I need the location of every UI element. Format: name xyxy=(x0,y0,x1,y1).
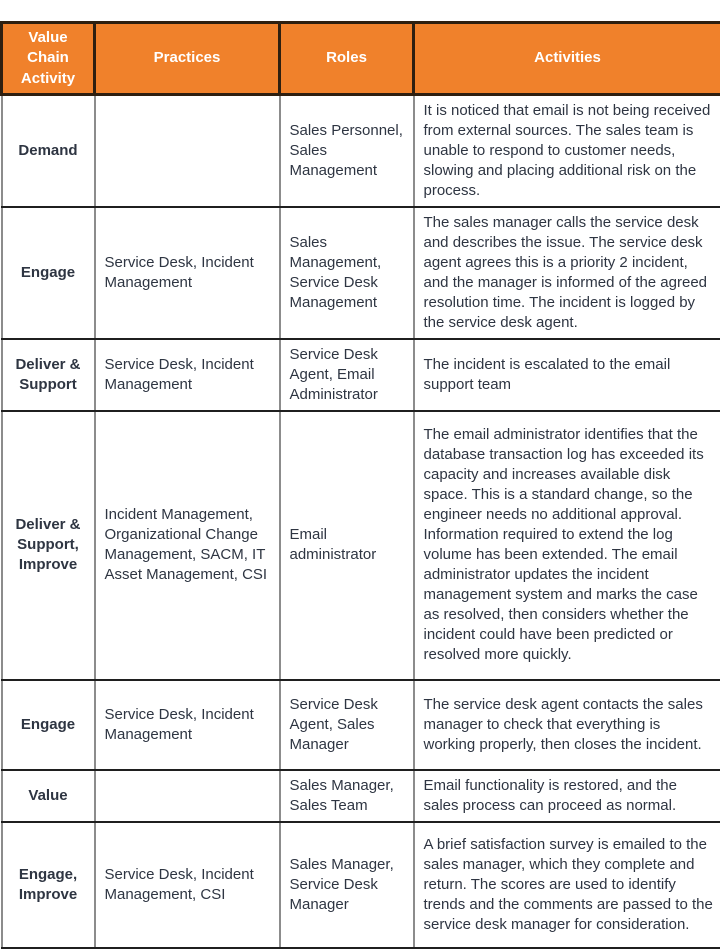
table-row xyxy=(2,339,720,411)
cell-activity: Demand xyxy=(2,94,95,207)
table-row xyxy=(2,207,720,339)
cell-activities: The sales manager calls the service desk and describes the issue. The service desk agent agrees this is a priority 2 incident, and the manager is informed of the agreed resolution time. The incident is logged by the service desk agent. xyxy=(414,207,720,339)
cell-roles: Service Desk Agent, Email Administrator xyxy=(280,339,414,411)
cell-practices: Service Desk, Incident Management xyxy=(95,680,280,770)
cell-practices: Service Desk, Incident Management xyxy=(95,339,280,411)
table-row xyxy=(2,94,720,207)
table-row xyxy=(2,411,720,680)
cell-practices xyxy=(95,94,280,207)
cell-activities: Email functionality is restored, and the sales process can proceed as normal. xyxy=(414,770,720,822)
cell-roles: Sales Management, Service Desk Management xyxy=(280,207,414,339)
cell-roles: Service Desk Agent, Sales Manager xyxy=(280,680,414,770)
cell-activity: Value xyxy=(2,770,95,822)
cell-activities: A brief satisfaction survey is emailed to the sales manager, which they complete and return. The scores are used to identify trends and the comments are passed to the service desk manager for consideration. xyxy=(414,822,720,948)
cell-activities: It is noticed that email is not being received from external sources. The sales team is unable to respond to customer needs, slowing and placing additional risk on the process. xyxy=(414,94,720,207)
cell-practices xyxy=(95,770,280,822)
header-roles: Roles xyxy=(280,23,414,95)
value-chain-table xyxy=(0,21,720,949)
table-row xyxy=(2,822,720,948)
cell-activities: The service desk agent contacts the sales manager to check that everything is working properly, then closes the incident. xyxy=(414,680,720,770)
cell-activity: Engage xyxy=(2,680,95,770)
cell-activities: The email administrator identifies that the database transaction log has exceeded its capacity and increases available disk space. This is a standard change, so the engineer needs no additional approval. Information required to extend the log volume has been extended. The email administrator updates the incident management system and marks the case as resolved, then considers whether the incident could have been predicted or resolved more quickly. xyxy=(414,411,720,680)
cell-roles: Sales Manager, Sales Team xyxy=(280,770,414,822)
table-header-row xyxy=(2,23,720,95)
cell-roles: Sales Personnel, Sales Management xyxy=(280,94,414,207)
cell-activity: Deliver & Support xyxy=(2,339,95,411)
header-practices: Practices xyxy=(95,23,280,95)
cell-roles: Email administrator xyxy=(280,411,414,680)
table-row xyxy=(2,680,720,770)
cell-activity: Deliver & Support, Improve xyxy=(2,411,95,680)
table-row xyxy=(2,770,720,822)
header-value-chain-activity: Value Chain Activity xyxy=(2,23,95,95)
cell-practices: Service Desk, Incident Management xyxy=(95,207,280,339)
cell-activity: Engage xyxy=(2,207,95,339)
header-activities: Activities xyxy=(414,23,720,95)
cell-activities: The incident is escalated to the email support team xyxy=(414,339,720,411)
cell-roles: Sales Manager, Service Desk Manager xyxy=(280,822,414,948)
cell-practices: Incident Management, Organizational Change Management, SACM, IT Asset Management, CSI xyxy=(95,411,280,680)
cell-activity: Engage, Improve xyxy=(2,822,95,948)
cell-practices: Service Desk, Incident Management, CSI xyxy=(95,822,280,948)
